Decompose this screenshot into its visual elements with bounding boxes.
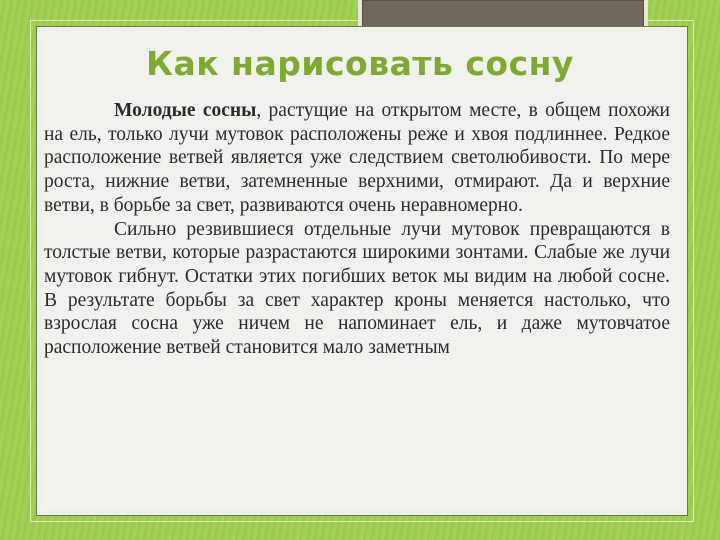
paragraph-1	[44, 99, 670, 218]
slide-title: Как нарисовать сосну	[146, 44, 574, 83]
paragraph-1-lead: Молодые сосны	[114, 100, 257, 121]
slide-body	[44, 99, 670, 360]
paragraph-2	[44, 218, 670, 360]
paragraph-2-text: Сильно резвившиеся отдельные лучи мутовок превращаются в толстые ветви, которые разрастаются широкими зонтами. Слабые же лучи мутовок гибнут. Остатки этих погибших веток мы видим на любой сосне. В результате борьбы за свет характер кроны меняется настолько, что взрослая сосна уже ничем не напоминает ель, и даже мутовчатое расположение ветвей становится мало заметным	[44, 218, 670, 359]
paragraph-1-text: , растущие на открытом месте, в общем похожи на ель, только лучи мутовок расположены реже и хвоя подлиннее. Редкое расположение ветвей является уже следствием светолюбивости. По мере роста, нижние ветви, затемненные верхними, отмирают. Да и верхние ветви, в борьбе за свет, развиваются очень неравномерно.	[44, 100, 670, 216]
